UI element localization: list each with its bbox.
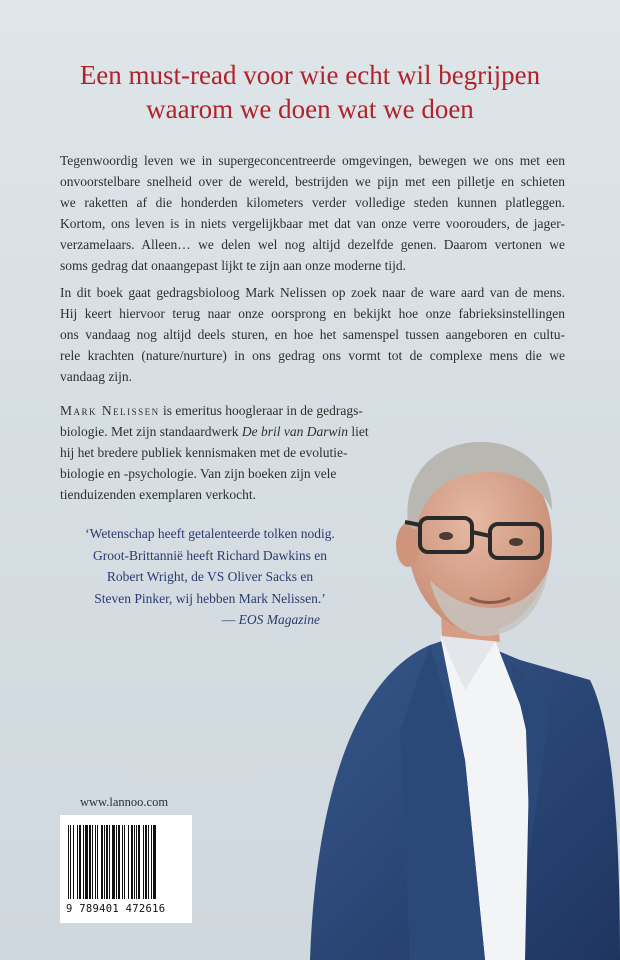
bio-text: hij het bredere publiek kennismaken met de evolutie- <box>60 445 348 460</box>
blurb-line: verzamelaars. Alleen… we delen wel nog altijd dezelfde genen. Daarom vertonen we <box>60 237 565 252</box>
blurb-line: rele krachten (nature/nurture) in ons gedrag ons vormt tot de complexe mens die we <box>60 348 565 363</box>
barcode-bars <box>68 825 184 899</box>
author-portrait <box>290 430 620 960</box>
quote-line: Robert Wright, de VS Oliver Sacks en <box>106 569 314 584</box>
headline-line-1: Een must-read voor wie echt wil begrijpen <box>79 60 541 90</box>
book-title: De bril van Darwin <box>241 424 348 439</box>
bio-text: liet <box>347 424 369 439</box>
barcode-bar <box>92 825 93 899</box>
barcode-bar <box>116 825 117 899</box>
barcode-bar <box>95 825 96 899</box>
barcode-bar <box>89 825 91 899</box>
blurb-line: onvoorstelbare snelheid over de wereld, bestrijden we pijn met een pilletje en schieten <box>60 174 565 189</box>
blurb-line: Hij keert hiervoor terug naar onze oorsprong en bekijkt hoe onze fabrieksinstellingen <box>60 306 565 321</box>
quote-line: Groot-Brittannië heeft Richard Dawkins en <box>93 547 327 563</box>
blurb-line: Kortom, ons leven is in niets vergelijkbaar met dat van onze verre voorouders, de jager- <box>60 216 565 231</box>
barcode-bar <box>68 825 69 899</box>
barcode-bar <box>112 825 115 899</box>
isbn-number: 9 789401 472616 <box>66 903 166 915</box>
barcode-bar <box>148 825 149 899</box>
blurb-line: we raketten af die honderden kilometers verder volledige steden kunnen platleggen. <box>60 195 565 210</box>
barcode-bar <box>101 825 103 899</box>
barcode-bar <box>77 825 78 899</box>
bio-text: biologie en -psychologie. Van zijn boeken zijn vele <box>60 466 337 481</box>
barcode-bar <box>97 825 98 899</box>
barcode-bar <box>79 825 81 899</box>
barcode-bar <box>134 825 135 899</box>
barcode-bar <box>138 825 140 899</box>
barcode-bar <box>153 825 156 899</box>
blurb-line: ons vandaag nog altijd deels sturen, en hoe het samenspel tussen aangeboren en cultu- <box>60 327 565 342</box>
barcode-bar <box>131 825 133 899</box>
barcode-bar <box>109 825 110 899</box>
isbn-barcode <box>60 815 192 923</box>
bio-text: biologie. Met zijn standaardwerk <box>60 424 242 439</box>
barcode-bar <box>73 825 74 899</box>
blurb-line: Tegenwoordig leven we in supergeconcentreerde omgevingen, bewegen we ons met een <box>60 153 565 168</box>
barcode-bar <box>122 825 123 899</box>
headline-line-2: waarom we doen wat we doen <box>146 94 474 124</box>
quote-line: ‘Wetenschap heeft getalenteerde tolken nodig. <box>85 526 335 541</box>
quote-line: Steven Pinker, wij hebben Mark Nelissen.’ <box>94 590 326 606</box>
author-name: Mark Nelissen <box>60 403 160 418</box>
blurb-paragraph-2 <box>60 282 565 387</box>
barcode-bar <box>70 825 71 899</box>
quote-attribution: — EOS Magazine <box>221 612 320 627</box>
barcode-bar <box>106 825 108 899</box>
barcode-bar <box>118 825 120 899</box>
barcode-bar <box>143 825 144 899</box>
headline <box>40 58 580 126</box>
blurb-paragraph-1 <box>60 150 565 276</box>
barcode-bar <box>128 825 129 899</box>
quote-source: EOS Magazine <box>238 612 320 627</box>
barcode-bar <box>145 825 147 899</box>
bio-text: tienduizenden exemplaren verkocht. <box>60 487 257 502</box>
barcode-bar <box>151 825 152 899</box>
bio-text: is emeritus hoogleraar in de gedrags- <box>159 403 363 418</box>
barcode-bar <box>85 825 88 899</box>
blurb-line: vandaag zijn. <box>60 369 132 384</box>
blurb-line: In dit boek gaat gedragsbioloog Mark Nelissen op zoek naar de ware aard van de mens. <box>60 285 565 300</box>
blurb-line: soms gedrag dat onaangepast lijkt te zijn aan onze moderne tijd. <box>60 258 407 273</box>
barcode-bar <box>83 825 84 899</box>
barcode-bar <box>124 825 125 899</box>
publisher-website[interactable]: www.lannoo.com <box>80 795 169 809</box>
barcode-bar <box>104 825 105 899</box>
barcode-bar <box>136 825 137 899</box>
